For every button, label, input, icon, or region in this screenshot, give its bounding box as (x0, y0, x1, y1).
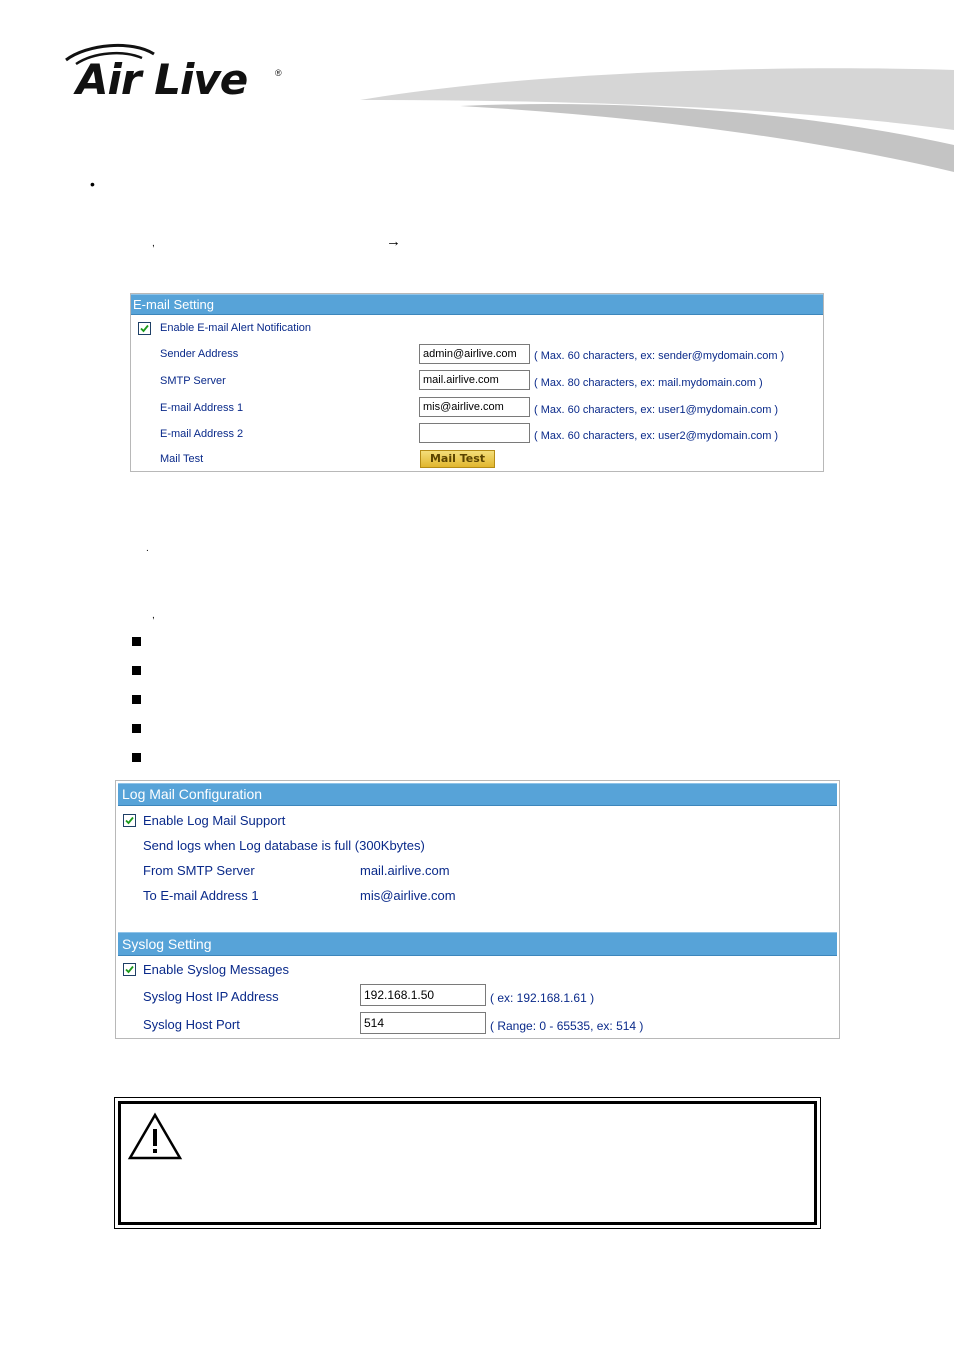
from-smtp-value: mail.airlive.com (360, 863, 450, 878)
mail-test-label: Mail Test (160, 453, 204, 465)
tick-mark: , (152, 610, 155, 621)
enable-log-mail-label: Enable Log Mail Support (143, 813, 286, 828)
mail-test-button[interactable]: Mail Test (420, 450, 495, 468)
email-address-2-hint: ( Max. 60 characters, ex: user2@mydomain.com ) (534, 430, 779, 442)
syslog-host-ip-label: Syslog Host IP Address (143, 989, 279, 1004)
enable-log-mail-checkbox[interactable] (123, 814, 136, 827)
sender-address-label: Sender Address (160, 348, 239, 360)
to-email-value: mis@airlive.com (360, 888, 456, 903)
smtp-server-hint: ( Max. 80 characters, ex: mail.mydomain.com ) (534, 377, 763, 389)
email-setting-title: E-mail Setting (131, 294, 823, 315)
send-logs-text: Send logs when Log database is full (300Kbytes) (143, 838, 425, 853)
tick-mark: . (146, 543, 149, 554)
email-address-2-label: E-mail Address 2 (160, 428, 244, 440)
syslog-host-ip-input[interactable] (360, 984, 486, 1006)
syslog-host-port-label: Syslog Host Port (143, 1017, 240, 1032)
arrow-icon: → (386, 233, 401, 250)
smtp-server-input[interactable] (419, 370, 530, 390)
email-address-1-input[interactable] (419, 397, 530, 417)
warning-box-inner (118, 1101, 817, 1225)
syslog-host-port-input[interactable] (360, 1012, 486, 1034)
square-bullet-icon (132, 753, 141, 762)
square-bullet-icon (132, 666, 141, 675)
logo-wordmark: Air Live (76, 55, 248, 104)
syslog-host-port-hint: ( Range: 0 - 65535, ex: 514 ) (490, 1019, 644, 1033)
enable-syslog-label: Enable Syslog Messages (143, 962, 289, 977)
warning-box (114, 1097, 821, 1229)
log-mail-title: Log Mail Configuration (118, 783, 837, 806)
sender-address-hint: ( Max. 60 characters, ex: sender@mydomain.com ) (534, 350, 785, 362)
enable-email-alert-label: Enable E-mail Alert Notification (160, 322, 312, 334)
registered-mark: ® (275, 68, 282, 78)
square-bullet-icon (132, 724, 141, 733)
to-email-label: To E-mail Address 1 (143, 888, 259, 903)
square-bullet-icon (132, 695, 141, 704)
smtp-server-label: SMTP Server (160, 375, 226, 387)
log-mail-panel (115, 780, 840, 1039)
checkmark-icon (125, 816, 134, 825)
header-swoosh-decoration (340, 60, 954, 175)
syslog-host-ip-hint: ( ex: 192.168.1.61 ) (490, 991, 595, 1005)
enable-syslog-checkbox[interactable] (123, 963, 136, 976)
bullet: • (90, 176, 95, 192)
syslog-title: Syslog Setting (118, 932, 837, 956)
checkmark-icon (140, 324, 149, 333)
airlive-logo (62, 42, 292, 104)
checkmark-icon (125, 965, 134, 974)
warning-triangle-icon (127, 1112, 183, 1162)
email-address-1-label: E-mail Address 1 (160, 402, 244, 414)
email-setting-panel (130, 293, 824, 472)
tick-mark: , (152, 238, 155, 249)
sender-address-input[interactable] (419, 344, 530, 364)
from-smtp-label: From SMTP Server (143, 863, 255, 878)
square-bullet-icon (132, 637, 141, 646)
email-address-2-input[interactable] (419, 423, 530, 443)
enable-email-alert-checkbox[interactable] (138, 322, 151, 335)
email-address-1-hint: ( Max. 60 characters, ex: user1@mydomain.com ) (534, 404, 779, 416)
